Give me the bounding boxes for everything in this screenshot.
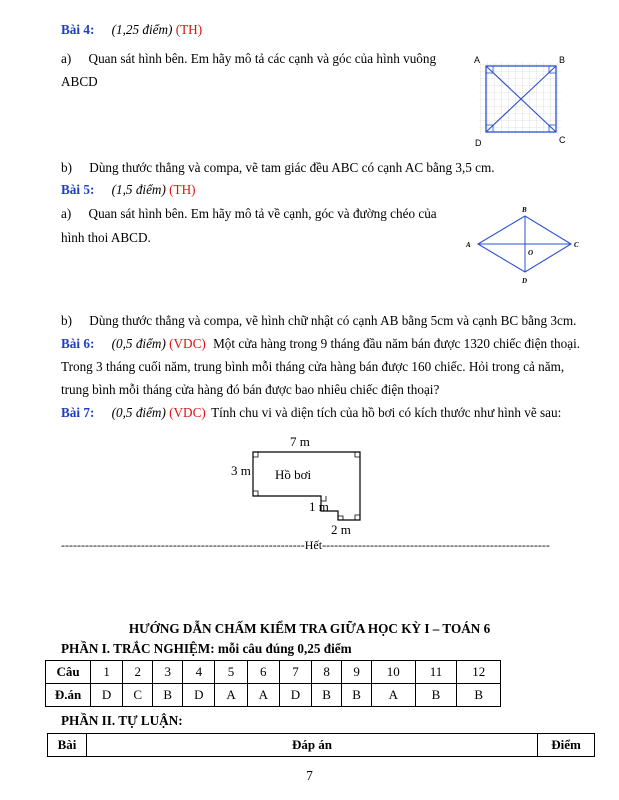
end-separator: -------------------------------------------------------------Hết--------------------------------------------------------- <box>61 538 550 552</box>
a-cell: A <box>215 684 247 707</box>
essay-table <box>47 733 595 757</box>
q-cell: 3 <box>153 661 183 684</box>
col-dapan: Đáp án <box>87 734 538 757</box>
col-bai: Bài <box>48 734 87 757</box>
q-cell: 10 <box>372 661 415 684</box>
b4a-line2: ABCD <box>61 74 98 89</box>
row-head-cau: Câu <box>46 661 91 684</box>
q-cell: 9 <box>342 661 372 684</box>
a-cell: B <box>153 684 183 707</box>
answer-row-answers <box>46 684 501 707</box>
rhombus-label-o: O <box>528 249 534 257</box>
b5a-label: a) <box>61 206 72 221</box>
b4b-label: b) <box>61 160 72 175</box>
answer-table <box>45 660 501 707</box>
answer-row-questions <box>46 661 501 684</box>
b5-meta: (1,5 điểm) <box>111 182 166 197</box>
b5b-label: b) <box>61 313 72 328</box>
pool-dim-bottom: 2 m <box>331 522 351 537</box>
col-diem: Điểm <box>538 734 595 757</box>
b6-text2: Trong 3 tháng cuối năm, trung bình mỗi tháng cửa hàng bán được 160 chiếc. Hỏi trong cả năm, <box>61 359 565 374</box>
part1-heading: PHẦN I. TRẮC NGHIỆM: mỗi câu đúng 0,25 điểm <box>61 641 352 656</box>
b5-head: Bài 5: <box>61 182 95 197</box>
a-cell: A <box>372 684 415 707</box>
rhombus-label-a: A <box>466 241 471 249</box>
q-cell: 4 <box>183 661 215 684</box>
a-cell: C <box>123 684 153 707</box>
b5-heading <box>61 182 196 198</box>
pool-dim-inner: 1 m <box>309 499 329 514</box>
a-cell: D <box>279 684 311 707</box>
rhombus-label-b: B <box>522 206 527 214</box>
b5a-line1 <box>61 206 437 222</box>
square-figure <box>466 50 576 148</box>
pool-dim-top: 7 m <box>290 434 310 449</box>
pool-figure <box>225 430 375 538</box>
b5b-text: Dùng thước thẳng và compa, vẽ hình chữ nhật có cạnh AB bằng 5cm và cạnh BC bằng 3cm. <box>89 313 577 328</box>
a-cell: D <box>91 684 123 707</box>
b7-text: Tính chu vi và diện tích của hồ bơi có kích thước như hình vẽ sau: <box>211 405 562 420</box>
b7-line <box>61 405 561 421</box>
b4-heading <box>61 22 202 38</box>
q-cell: 5 <box>215 661 247 684</box>
b4-head: Bài 4: <box>61 22 95 37</box>
b4-meta: (1,25 điểm) <box>111 22 173 37</box>
q-cell: 6 <box>247 661 279 684</box>
a-cell: B <box>457 684 501 707</box>
b4b-line <box>61 160 495 176</box>
q-cell: 8 <box>312 661 342 684</box>
square-label-a: A <box>474 55 481 65</box>
b6-text1: Một cửa hàng trong 9 tháng đầu năm bán được 1320 chiếc điện thoại. <box>213 336 581 351</box>
b6-line1 <box>61 336 580 352</box>
b7-level: (VDC) <box>169 405 206 420</box>
b7-head: Bài 7: <box>61 405 95 420</box>
q-cell: 12 <box>457 661 501 684</box>
b6-text3: trung bình mỗi tháng cửa hàng đó bán được bao nhiêu chiếc điện thoại? <box>61 382 440 397</box>
b4a-text1: Quan sát hình bên. Em hãy mô tả các cạnh và góc của hình vuông <box>88 51 437 66</box>
a-cell: A <box>247 684 279 707</box>
b4-level: (TH) <box>175 22 203 37</box>
page-number: 7 <box>306 768 313 783</box>
b5-level: (TH) <box>169 182 196 197</box>
pool-dim-left: 3 m <box>231 463 251 478</box>
b4b-text: Dùng thước thẳng và compa, vẽ tam giác đều ABC có cạnh AC bằng 3,5 cm. <box>89 160 495 175</box>
pool-label: Hồ bơi <box>275 467 312 482</box>
q-cell: 7 <box>279 661 311 684</box>
b5b-line <box>61 313 576 329</box>
row-head-dan: Đ.án <box>46 684 91 707</box>
a-cell: D <box>183 684 215 707</box>
rhombus-label-c: C <box>574 241 579 249</box>
b4a-label: a) <box>61 51 72 66</box>
b5a-text1: Quan sát hình bên. Em hãy mô tả về cạnh, góc và đường chéo của <box>88 206 437 221</box>
q-cell: 11 <box>415 661 457 684</box>
square-label-d: D <box>475 138 482 148</box>
rhombus-label-d: D <box>522 277 528 285</box>
square-label-c: C <box>559 135 566 145</box>
guide-title: HƯỚNG DẪN CHẤM KIỂM TRA GIỮA HỌC KỲ I – TOÁN 6 <box>128 621 491 636</box>
b6-level: (VDC) <box>169 336 206 351</box>
b5a-line2: hình thoi ABCD. <box>61 230 151 245</box>
b6-meta: (0,5 điểm) <box>111 336 166 351</box>
b4a-line1 <box>61 51 436 67</box>
b6-head: Bài 6: <box>61 336 95 351</box>
part2-heading: PHẦN II. TỰ LUẬN: <box>61 713 183 728</box>
rhombus-figure <box>462 204 587 286</box>
q-cell: 2 <box>123 661 153 684</box>
a-cell: B <box>415 684 457 707</box>
a-cell: B <box>312 684 342 707</box>
square-label-b: B <box>559 55 566 65</box>
q-cell: 1 <box>91 661 123 684</box>
a-cell: B <box>342 684 372 707</box>
b7-meta: (0,5 điểm) <box>111 405 166 420</box>
